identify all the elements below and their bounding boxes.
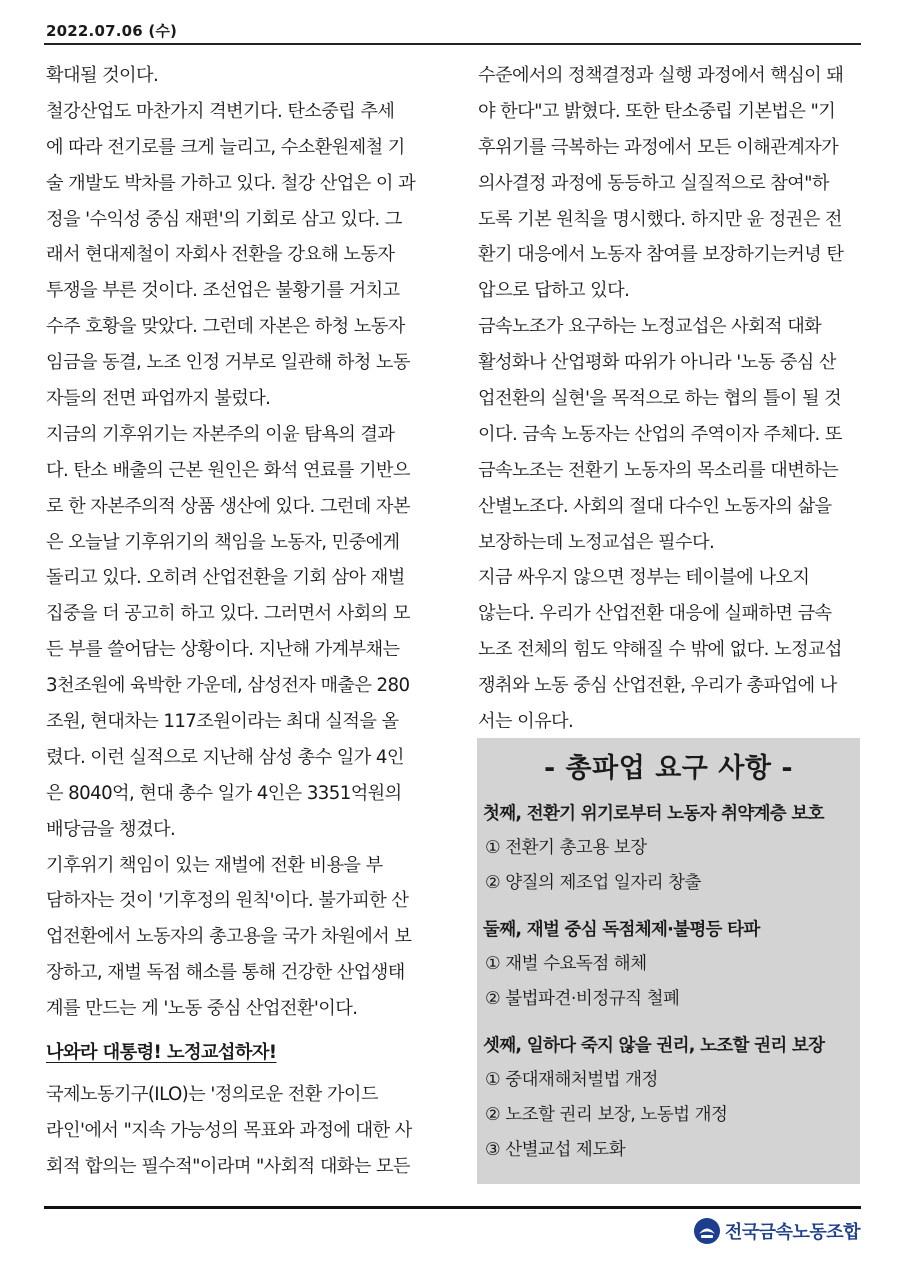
text-line: 수준에서의 정책결정과 실행 과정에서 핵심이 돼 [478, 65, 844, 86]
demand-item: ② 양질의 제조업 일자리 창출 [485, 873, 701, 893]
demand-group-heading: 셋째, 일하다 죽지 않을 권리, 노조할 권리 보장 [483, 1036, 825, 1056]
strike-demands-box [477, 738, 860, 1184]
text-line: 은 8040억, 현대 총수 일가 4인은 3351억원의 [46, 782, 402, 804]
article-right-column [478, 58, 863, 740]
text-line: 도록 기본 원칙을 명시했다. 하지만 윤 정권은 전 [478, 208, 842, 230]
text-line: 배당금을 챙겼다. [46, 818, 176, 840]
text-line: 서는 이유다. [478, 711, 574, 733]
text-line: 수주 호황을 맞았다. 그런데 자본은 하청 노동자 [46, 316, 405, 338]
text-line: 않는다. 우리가 산업전환 대응에 실패하면 금속 [478, 603, 832, 625]
section-subheading: 나와라 대통령! 노정교섭하자! [46, 1042, 277, 1064]
text-line: 지금 싸우지 않으면 정부는 테이블에 나오지 [478, 567, 810, 589]
text-line: 임금을 동결, 노조 인정 거부로 일관해 하청 노동 [46, 352, 410, 374]
demand-item: ② 노조할 권리 보장, 노동법 개정 [485, 1105, 728, 1125]
text-line: 업전환의 실현'을 목적으로 하는 협의 틀이 될 것 [478, 388, 842, 410]
text-line: 확대될 것이다. [46, 65, 159, 86]
text-line: 산별노조다. 사회의 절대 다수인 노동자의 삶을 [478, 495, 832, 517]
demands-title: - 총파업 요구 사항 - [543, 753, 794, 784]
text-line: 후위기를 극복하는 과정에서 모든 이해관계자가 [478, 136, 839, 158]
text-line: 금속노조는 전환기 노동자의 목소리를 대변하는 [478, 459, 839, 481]
text-line: 쟁취와 노동 중심 산업전환, 우리가 총파업에 나 [478, 675, 837, 697]
text-line: 금속노조가 요구하는 노정교섭은 사회적 대화 [478, 316, 822, 338]
text-line: 에 따라 전기로를 크게 늘리고, 수소환원제철 기 [46, 136, 405, 158]
text-line: 다. 탄소 배출의 근본 원인은 화석 연료를 기반으 [46, 459, 410, 481]
union-logo-icon [693, 1217, 721, 1245]
text-line: 업전환에서 노동자의 총고용을 국가 차원에서 보 [46, 926, 412, 948]
text-line: 이다. 금속 노동자는 산업의 주역이자 주체다. 또 [478, 423, 842, 445]
demand-group [477, 913, 860, 1017]
demand-group-heading: 첫째, 전환기 위기로부터 노동자 취약계층 보호 [483, 804, 824, 824]
text-line: 담하자는 것이 '기후정의 원칙'이다. 불가피한 산 [46, 890, 409, 912]
text-line: 조원, 현대차는 117조원이라는 최대 실적을 올 [46, 711, 399, 733]
text-line: 보장하는데 노정교섭은 필수다. [478, 531, 715, 553]
text-line: 돌리고 있다. 오히려 산업전환을 기회 삼아 재벌 [46, 567, 405, 589]
demand-item: ① 중대재해처벌법 개정 [485, 1070, 658, 1090]
text-line: 회적 합의는 필수적"이라며 "사회적 대화는 모든 [46, 1155, 410, 1177]
text-line: 라인'에서 "지속 가능성의 목표와 과정에 대한 사 [46, 1119, 412, 1141]
demand-item: ① 전환기 총고용 보장 [485, 838, 647, 858]
text-line: 은 오늘날 기후위기의 책임을 노동자, 민중에게 [46, 531, 400, 553]
text-line: 의사결정 과정에 동등하고 실질적으로 참여"하 [478, 172, 829, 194]
article-left-column [46, 58, 438, 1185]
text-line: 지금의 기후위기는 자본주의 이윤 탐욕의 결과 [46, 423, 395, 445]
text-line: 야 한다"고 밝혔다. 또한 탄소중립 기본법은 "기 [478, 100, 836, 122]
text-line: 노조 전체의 힘도 약해질 수 밖에 없다. 노정교섭 [478, 639, 842, 661]
text-line: 술 개발도 박차를 가하고 있다. 철강 산업은 이 과 [46, 172, 416, 194]
text-line: 렸다. 이런 실적으로 지난해 삼성 총수 일가 4인 [46, 746, 404, 768]
demand-item: ② 불법파견·비정규직 철폐 [485, 989, 680, 1009]
text-line: 장하고, 재벌 독점 해소를 통해 건강한 산업생태 [46, 962, 405, 984]
text-line: 래서 현대제철이 자회사 전환을 강요해 노동자 [46, 244, 395, 266]
text-line: 계를 만드는 게 '노동 중심 산업전환'이다. [46, 998, 358, 1020]
text-line: 환기 대응에서 노동자 참여를 보장하기는커녕 탄 [478, 244, 844, 266]
text-line: 기후위기 책임이 있는 재벌에 전환 비용을 부 [46, 854, 383, 876]
union-logo [693, 1217, 860, 1245]
text-line: 철강산업도 마찬가지 격변기다. 탄소중립 추세 [46, 100, 395, 122]
text-line: 압으로 답하고 있다. [478, 280, 630, 302]
text-line: 로 한 자본주의적 상품 생산에 있다. 그런데 자본 [46, 495, 410, 517]
top-divider [44, 43, 861, 45]
text-line: 정을 '수익성 중심 재편'의 기회로 삼고 있다. 그 [46, 208, 402, 230]
text-line: 국제노동기구(ILO)는 '정의로운 전환 가이드 [46, 1083, 378, 1105]
text-line: 투쟁을 부른 것이다. 조선업은 불황기를 거치고 [46, 280, 400, 302]
issue-date: 2022.07.06 (수) [46, 22, 178, 40]
text-line: 집중을 더 공고히 하고 있다. 그러면서 사회의 모 [46, 603, 410, 625]
text-line: 자들의 전면 파업까지 불렀다. [46, 388, 271, 410]
text-line: 활성화나 산업평화 따위가 아니라 '노동 중심 산 [478, 352, 836, 374]
demand-item: ① 재벌 수요독점 해체 [485, 954, 647, 974]
union-name: 전국금속노동조합 [724, 1222, 860, 1243]
bottom-divider [44, 1206, 861, 1209]
text-line: 3천조원에 육박한 가운데, 삼성전자 매출은 280 [46, 675, 410, 697]
demand-group [477, 1029, 860, 1168]
demand-group-heading: 둘째, 재벌 중심 독점체제·불평등 타파 [483, 920, 760, 940]
demand-group [477, 797, 860, 901]
demand-item: ③ 산별교섭 제도화 [485, 1140, 626, 1160]
text-line: 든 부를 쓸어담는 상황이다. 지난해 가계부채는 [46, 639, 400, 661]
